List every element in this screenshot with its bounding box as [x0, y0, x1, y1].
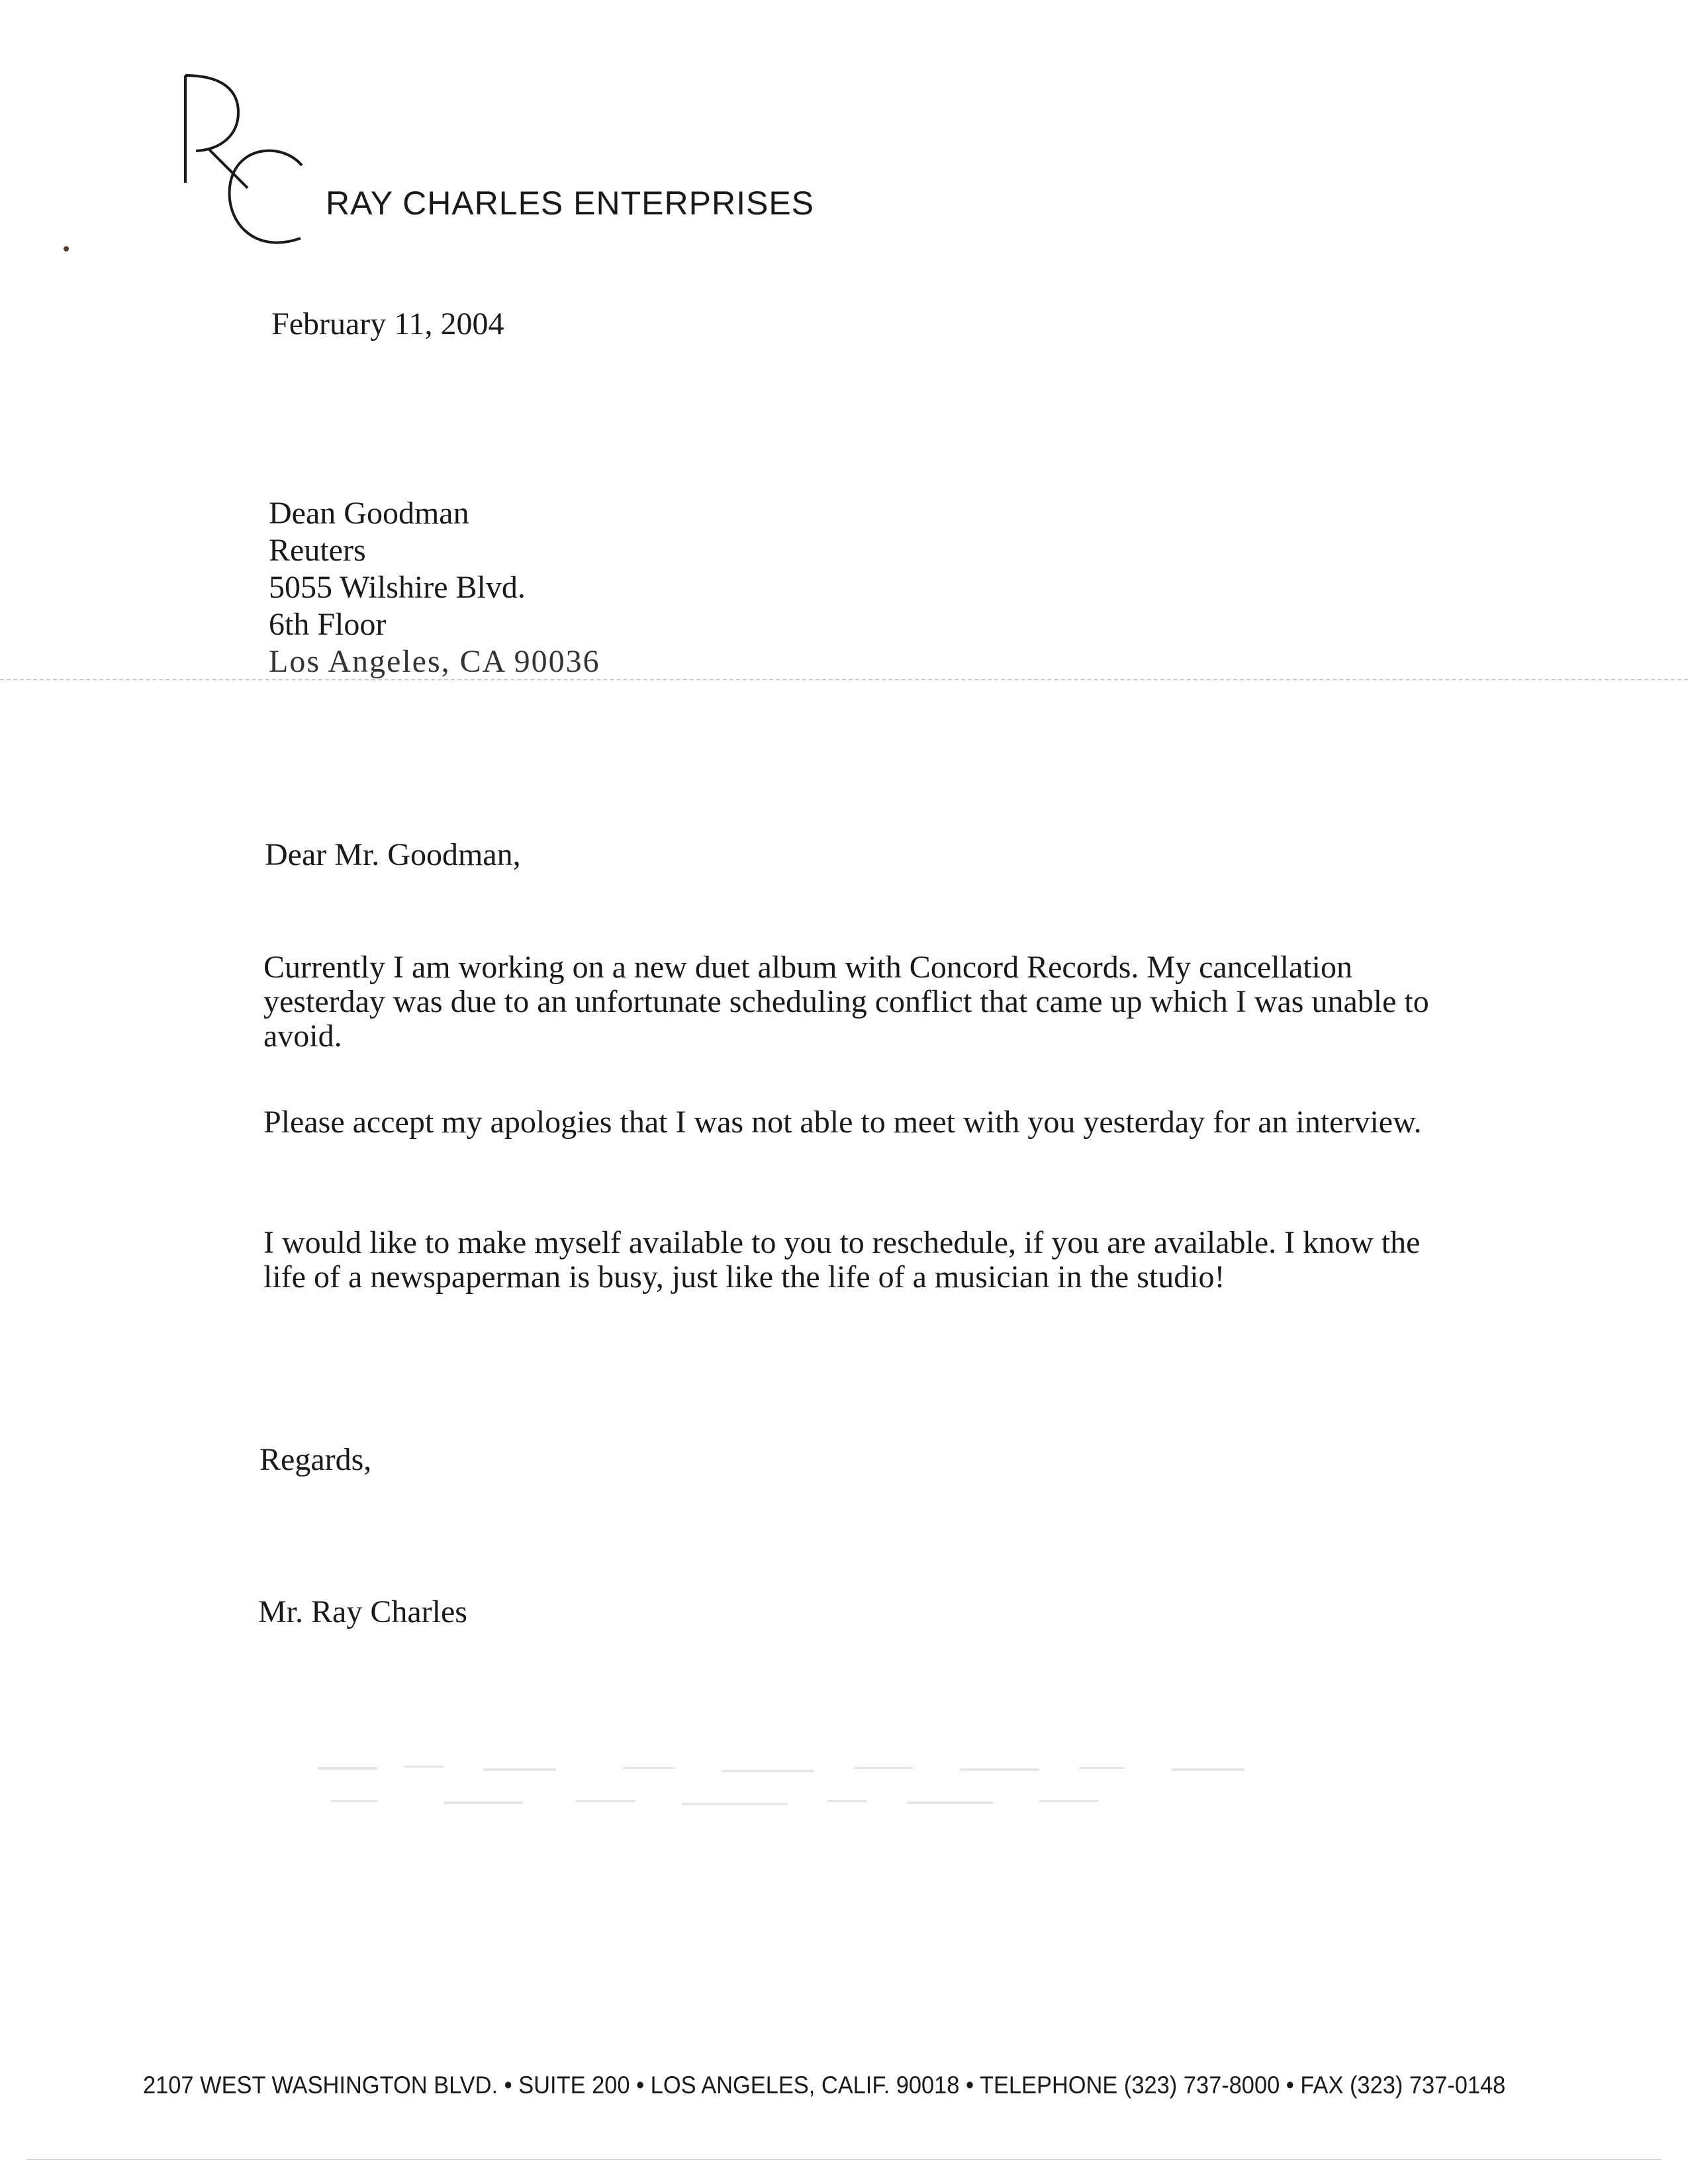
faded-scan-smudge: [311, 1754, 1304, 1833]
recipient-street: 5055 Wilshire Blvd.: [269, 570, 526, 605]
bottom-edge-rule: [26, 2159, 1662, 2160]
body-paragraph: I would like to make myself available to you to reschedule, if you are available. I know the life of a newspaperman is busy, just like the life of a musician in the studio!: [263, 1225, 1421, 1295]
salutation: Dear Mr. Goodman,: [265, 837, 521, 872]
fold-line: [0, 679, 1688, 680]
recipient-name: Dean Goodman: [269, 496, 469, 531]
recipient-floor: 6th Floor: [269, 607, 387, 642]
recipient-address: [269, 495, 600, 680]
closing: Regards,: [259, 1442, 372, 1477]
recipient-city-line: Los Angeles, CA 90036: [269, 644, 600, 679]
body-paragraph: Currently I am working on a new duet album with Concord Records. My cancellation yesterday was due to an unfortunate scheduling conflict that came up which I was unable to avoid.: [263, 950, 1429, 1054]
recipient-organization: Reuters: [269, 533, 366, 568]
body-paragraph: Please accept my apologies that I was not able to meet with you yesterday for an interview.: [263, 1105, 1422, 1140]
signature-name: Mr. Ray Charles: [258, 1594, 467, 1629]
company-name: RAY CHARLES ENTERPRISES: [326, 185, 815, 222]
letterhead-footer-address: 2107 WEST WASHINGTON BLVD. • SUITE 200 • LOS ANGELES, CALIF. 90018 • TELEPHONE (323) 737-8000 • FAX (323) 737-0148: [143, 2071, 1506, 2099]
stray-ink-dot: [64, 246, 69, 251]
rc-monogram-icon: [177, 71, 323, 263]
letter-date: February 11, 2004: [271, 306, 504, 341]
